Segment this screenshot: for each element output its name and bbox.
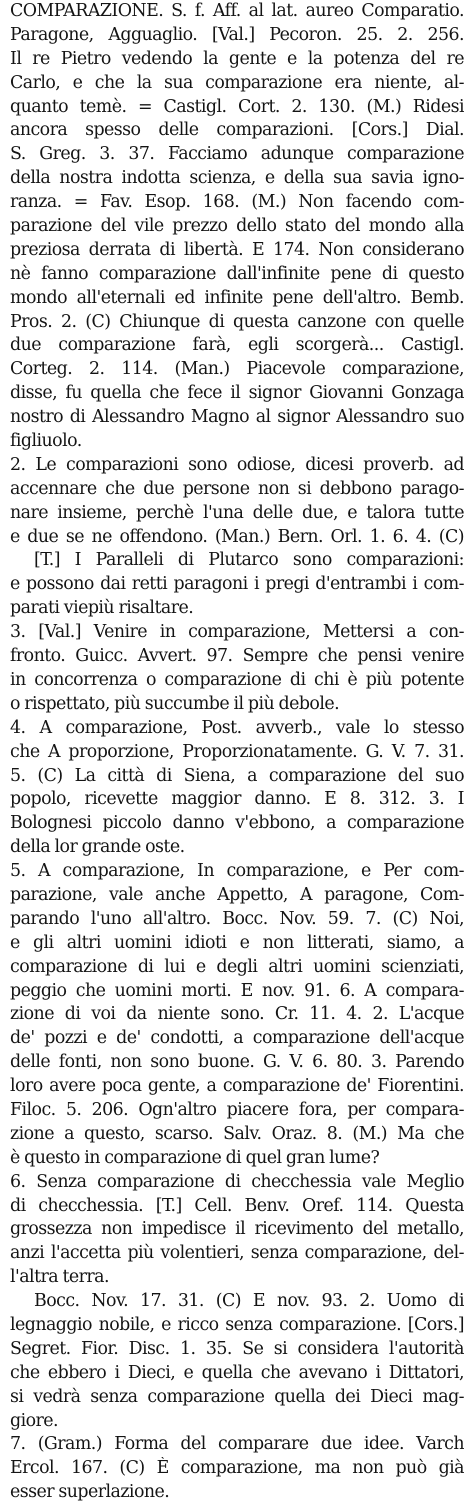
text-line: esser superlazione.	[10, 1482, 170, 1503]
text-line: parazione, vale anche Appetto, A paragone, Com-	[10, 884, 464, 905]
text-line: 6. Senza comparazione di checchessia vale Meglio	[10, 1171, 464, 1192]
text-line: 4. A comparazione, Post. avverb., vale lo stesso	[10, 717, 464, 738]
text-line: S. Greg. 3. 37. Facciamo adunque comparazione	[10, 144, 464, 165]
text-line: parazione del vile prezzo dello stato del mondo alla	[10, 216, 464, 237]
text-line: disse, fu quella che fece il signor Giovanni Gonzaga	[10, 383, 464, 404]
text-line: Carlo, e che la sua comparazione era niente, al-	[10, 72, 464, 93]
text-line: due comparazione farà, egli scorgerà... Castigl.	[10, 335, 464, 356]
text-line: 2. Le comparazioni sono odiose, dicesi proverb. ad	[10, 454, 464, 475]
text-line: Corteg. 2. 114. (Man.) Piacevole comparazione,	[10, 359, 464, 380]
text-line: zione a questo, scarso. Salv. Oraz. 8. (M.) Ma che	[10, 1123, 464, 1144]
text-line: che A proporzione, Proporzionatamente. G. V. 7. 31.	[10, 741, 464, 762]
text-line: figliuolo.	[10, 431, 82, 452]
text-line: Pros. 2. (C) Chiunque di questa canzone con quelle	[10, 311, 464, 332]
text-line: della nostra indotta scienza, e della sua savia igno-	[10, 168, 464, 189]
text-line: nare insieme, perchè l'una delle due, e talora tutte	[10, 502, 464, 523]
text-line: loro avere poca gente, a comparazione de' Fiorentini.	[10, 1076, 464, 1097]
text-line: grossezza non impedisce il ricevimento del metallo,	[10, 1219, 464, 1240]
text-line: COMPARAZIONE. S. f. Aff. al lat. aureo Comparatio.	[10, 1, 464, 21]
text-line: è questo in comparazione di quel gran lume?	[10, 1147, 380, 1168]
text-line: comparazione di lui e degli altri uomini scienziati,	[10, 956, 464, 977]
text-line: preziosa derrata di libertà. E 174. Non considerano	[10, 239, 464, 260]
text-line: Filoc. 5. 206. Ogn'altro piacere fora, per compara-	[10, 1099, 464, 1120]
text-line: accennare che due persone non si debbono parago-	[10, 478, 464, 499]
text-line: legnaggio nobile, e ricco senza comparazione. [Cors.]	[10, 1314, 464, 1335]
text-line: mondo all'eternali ed infinite pene dell'altro. Bemb.	[10, 287, 464, 308]
text-line: di checchessia. [T.] Cell. Benv. Oref. 114. Questa	[10, 1195, 464, 1216]
text-line: fronto. Guicc. Avvert. 97. Sempre che pensi venire	[10, 646, 464, 667]
text-line: zione di voi da niente sono. Cr. 11. 4. 2. L'acque	[10, 1004, 464, 1025]
text-line: e gli altri uomini idioti e non litterati, siamo, a	[10, 932, 464, 953]
text-line: o rispettato, più succumbe il più debole.	[10, 693, 340, 714]
text-line: nostro di Alessandro Magno al signor Alessandro suo	[10, 407, 464, 428]
text-line: e due se ne offendono. (Man.) Bern. Orl. 1. 6. 4. (C)	[10, 526, 464, 547]
text-line: parati viepiù risaltare.	[10, 598, 194, 619]
text-line: si vedrà senza comparazione quella dei Dieci mag-	[10, 1386, 464, 1407]
text-line: 5. (C) La città di Siena, a comparazione del suo	[10, 765, 464, 786]
text-line: l'altra terra.	[10, 1267, 109, 1288]
text-line: Bocc. Nov. 17. 31. (C) E nov. 93. 2. Uomo di	[34, 1291, 464, 1312]
text-line: Ercol. 167. (C) È comparazione, ma non può già	[10, 1458, 464, 1479]
text-line: quanto temè. = Castigl. Cort. 2. 130. (M.) Ridesi	[10, 96, 464, 117]
text-line: [T.] I Paralleli di Plutarco sono comparazioni:	[34, 550, 464, 571]
text-line: ancora spesso delle comparazioni. [Cors.] Dial.	[10, 120, 464, 141]
text-line: de' pozzi e de' condotti, a comparazione dell'acque	[10, 1028, 464, 1049]
text-line: Il re Pietro vedendo la gente e la potenza del re	[10, 48, 464, 69]
text-line: Bolognesi piccolo danno v'ebbono, a comparazione	[10, 813, 464, 834]
text-line: anzi l'accetta più volentieri, senza comparazione, del-	[10, 1243, 464, 1264]
text-line: ranza. = Fav. Esop. 168. (M.) Non facendo com-	[10, 192, 464, 213]
text-line: che ebbero i Dieci, e quella che avevano i Dittatori,	[10, 1362, 464, 1383]
text-line: nè fanno comparazione dall'infinite pene di questo	[10, 263, 464, 284]
text-line: delle fonti, non sono buone. G. V. 6. 80. 3. Parendo	[10, 1052, 464, 1073]
text-line: della lor grande oste.	[10, 837, 185, 858]
text-line: peggio che uomini morti. E nov. 91. 6. A compara-	[10, 980, 464, 1001]
text-line: popolo, ricevette maggior danno. E 8. 312. 3. I	[10, 789, 464, 810]
text-line: Paragone, Agguaglio. [Val.] Pecoron. 25. 2. 256.	[10, 24, 464, 45]
text-line: 3. [Val.] Venire in comparazione, Mettersi a con-	[10, 622, 464, 643]
text-line: 5. A comparazione, In comparazione, e Per com-	[10, 861, 464, 882]
text-line: Segret. Fior. Disc. 1. 35. Se si considera l'autorità	[10, 1338, 464, 1359]
text-line: giore.	[10, 1410, 58, 1431]
text-line: parando l'uno all'altro. Bocc. Nov. 59. 7. (C) Noi,	[10, 908, 464, 929]
text-line: in concorrenza o comparazione di chi è più potente	[10, 669, 464, 690]
text-line: 7. (Gram.) Forma del comparare due idee. Varch	[10, 1434, 464, 1455]
text-line: e possono dai retti paragoni i pregi d'entrambi i com-	[10, 574, 464, 595]
